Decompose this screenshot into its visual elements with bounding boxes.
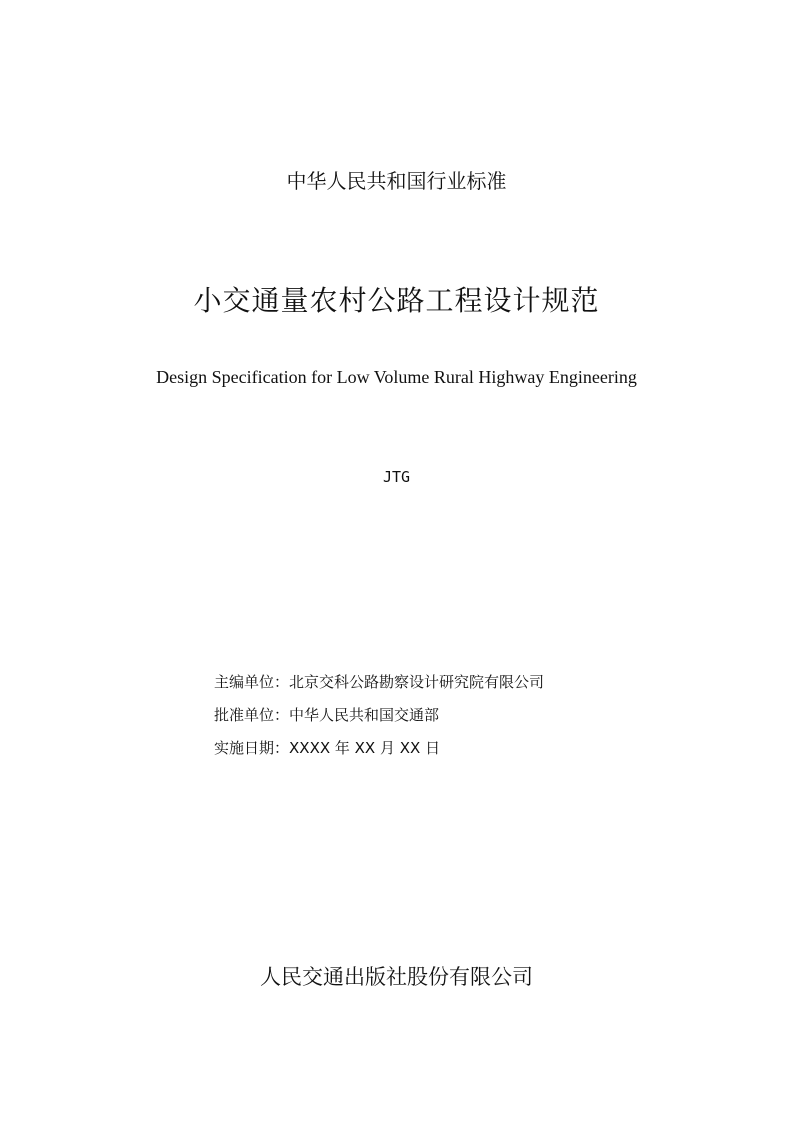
standard-class: 中华人民共和国行业标准 <box>286 169 507 193</box>
editor-label: 主编单位： <box>214 673 290 691</box>
approver-row <box>214 699 544 732</box>
publisher: 人民交通出版社股份有限公司 <box>260 965 533 989</box>
editor-row <box>214 666 544 699</box>
editor-value: 北京交科公路勘察设计研究院有限公司 <box>289 673 545 691</box>
date-value: XXXX 年 XX 月 XX 日 <box>289 739 441 757</box>
publication-info <box>214 666 544 765</box>
date-row <box>214 732 544 765</box>
approver-label: 批准单位： <box>214 706 290 724</box>
document-title-english: Design Specification for Low Volume Rural Highway Engineering <box>156 367 637 387</box>
date-label: 实施日期： <box>214 739 290 757</box>
approver-value: 中华人民共和国交通部 <box>289 706 440 724</box>
document-title: 小交通量农村公路工程设计规范 <box>193 284 600 317</box>
standard-code: JTG <box>382 468 411 486</box>
